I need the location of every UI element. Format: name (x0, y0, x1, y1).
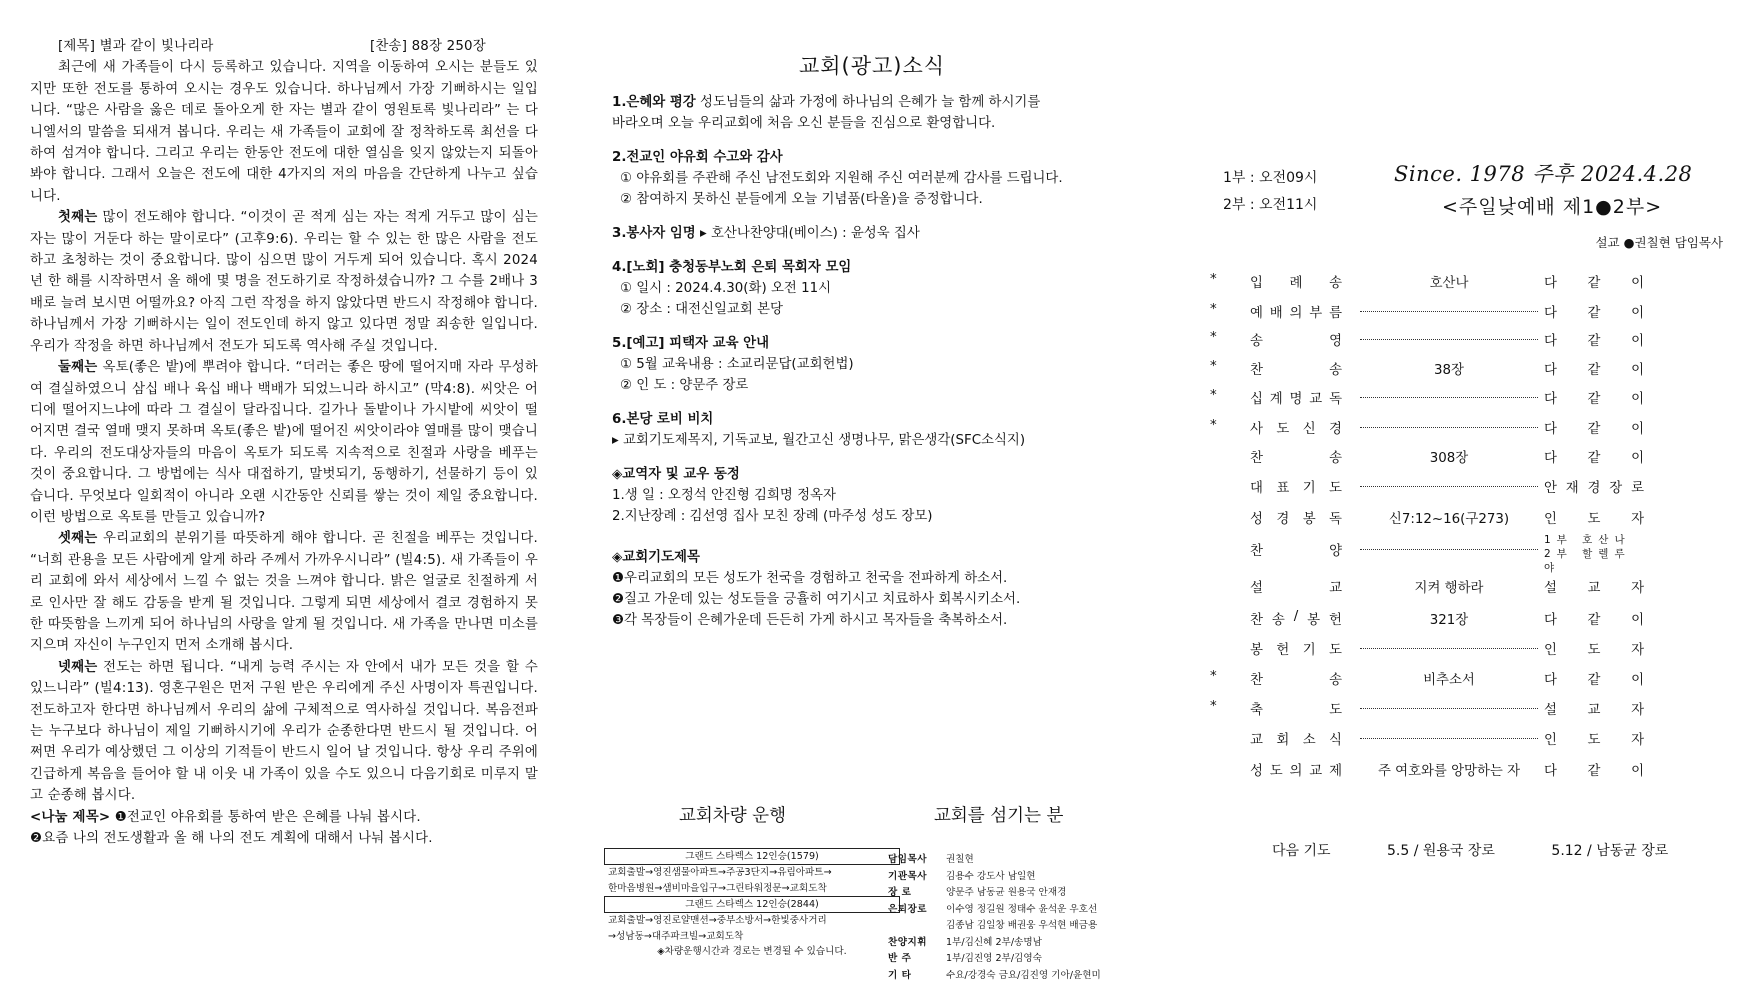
point-4-text: 전도는 하면 됩니다. “내게 능력 주시는 자 안에서 내가 모든 것을 할 수 있느니라” (빌4:13). 영혼구원은 먼저 구원 받은 우리에게 주신 사명이자 특권입니다. 전도하고자 한다면 하나님께서 우리의 삶에 구체적으로 역사하실 것입니다. 복음전파는 누구보다 하나님이 제일 기뻐하시기에 우리가 순종한다면 반드시 될 것입니다. 어쩌면 우리가 예상했던 그 이상의 기적들이 반드시 일어 날 것입니다. 항상 우리 주위에 긴급하게 복음을 들어야 할 내 이웃 내 가족이 있을 수도 있으니 다음기회로 미루지 말고 순종해 봅시다. (30, 659, 538, 804)
news-item-2-head: 2.전교인 야유회 수고와 감사 (612, 150, 783, 165)
order-item-name: 찬 송 (1250, 363, 1342, 378)
order-row (1210, 760, 1753, 784)
sharing-1-text: ❶전교인 야유회를 통하여 받은 은혜를 나눠 봅시다. (114, 809, 421, 825)
staff-list (888, 852, 1138, 984)
news-item-1-head: 1.은혜와 평강 (612, 95, 696, 110)
leader-line: 2부 할렐루야 (1544, 548, 1631, 574)
staff-role: 은퇴장로 (888, 903, 928, 915)
dotted-leader (1360, 388, 1538, 398)
next-prayer-label: 다음 기도 (1272, 843, 1331, 859)
staff-row (888, 951, 1138, 968)
staff-role: 기 타 (888, 969, 912, 981)
order-item-leader: 다 같 이 (1544, 363, 1644, 378)
staff-role: 반 주 (888, 953, 912, 964)
order-row (1210, 577, 1753, 601)
next-prayer-2: 5.12 / 남동균 장로 (1551, 843, 1669, 859)
sharing-label: <나눔 제목> (30, 809, 111, 825)
required-mark: * (1210, 669, 1217, 684)
route-1-line: 한마음병원→샘비마을입구→그린타워정문→교회도착 (608, 882, 827, 894)
route-2-line: 교회출발→영진로얄맨션→중부소방서→한빛중사거리 (608, 915, 827, 926)
leader-line: 1부 호산나 (1544, 534, 1631, 546)
sharing-1 (30, 807, 538, 828)
sermon-title: [제목] 별과 같이 빛나리라 (58, 39, 214, 54)
order-item-content: 321장 (1429, 613, 1469, 628)
preacher: 설교 ●권칠현 담임목사 (1595, 235, 1723, 250)
required-mark: * (1210, 418, 1217, 433)
order-item-name: 대 표 기 도 (1250, 481, 1342, 496)
news-item-7-head: ◈교역자 및 교우 동정 (612, 467, 740, 482)
route-2-line: →성남동→대주파크빌→교회도착 (608, 930, 744, 942)
sermon-hymns: [찬송] 88장 250장 (370, 39, 486, 54)
order-item-name: 교 회 소 식 (1250, 733, 1342, 748)
sermon-header (30, 36, 538, 57)
order-row (1210, 534, 1753, 574)
order-item-name: 찬 양 (1250, 544, 1342, 559)
news-item-5-head: 5.[예고] 피택자 교육 안내 (612, 336, 770, 351)
order-item-name: 찬 송 / 봉 헌 (1250, 609, 1342, 628)
staff-names: 수요/강경숙 금요/김진영 기아/윤현미 (946, 969, 1101, 981)
order-item-content: 주 여호와를 앙망하는 자 (1377, 764, 1521, 779)
staff-role: 담임목사 (888, 854, 928, 865)
sharing-2: ❷요즘 나의 전도생활과 올 해 나의 전도 계획에 대해서 나눠 봅시다. (30, 831, 433, 847)
order-item-leader: 다 같 이 (1544, 764, 1644, 779)
order-item-leader: 다 같 이 (1544, 306, 1644, 321)
news-item-7 (612, 464, 1132, 527)
staff-names: 양문주 남동균 원용국 안재경 (946, 887, 1067, 898)
news-item-4 (612, 257, 1132, 320)
order-row (1210, 477, 1753, 501)
order-item-leader: 인 도 자 (1544, 733, 1644, 748)
dotted-leader (1360, 302, 1538, 312)
news-item-5-line: ① 5월 교육내용 : 소교리문답(교회헌법) (620, 357, 854, 372)
order-item-leader: 다 같 이 (1544, 276, 1644, 291)
service-time-2: 2부 : 오전11시 (1223, 197, 1318, 213)
order-item-name: 성 경 봉 독 (1250, 512, 1342, 527)
dotted-leader (1360, 729, 1538, 739)
news-item-1 (612, 92, 1132, 134)
required-mark: * (1210, 330, 1217, 345)
news-item-2 (612, 147, 1132, 210)
news-column (612, 52, 1132, 644)
since-date: Since. 1978 주후 2024.4.28 (1394, 162, 1693, 186)
news-item-7-line: 1.생 일 : 오정석 안진형 김희명 정옥자 (612, 488, 836, 503)
staff-role: 찬양지휘 (888, 936, 928, 948)
news-item-8-line: ❶우리교회의 모든 성도가 천국을 경험하고 천국을 전파하게 하소서. (612, 571, 1008, 586)
vehicle-routes (604, 848, 900, 960)
staff-row (888, 869, 1138, 886)
service-time-1: 1부 : 오전09시 (1223, 170, 1318, 186)
order-item-name: 설 교 (1250, 581, 1342, 596)
order-item-leader: 안 재 경 장 로 (1544, 481, 1644, 496)
news-item-7-line: 2.지난장례 : 김선영 집사 모친 장례 (마주성 성도 장모) (612, 509, 933, 524)
required-mark: * (1210, 272, 1217, 287)
staff-title: 교회를 섬기는 분 (934, 806, 1064, 826)
staff-role: 장 로 (888, 887, 912, 898)
order-item-content: 호산나 (1429, 276, 1469, 291)
order-item-name: 송 영 (1250, 334, 1342, 349)
ordinal-4: 넷째는 (58, 659, 98, 675)
worship-title: <주일낮예배 제1●2부> (1442, 196, 1663, 218)
ordinal-3: 셋째는 (58, 531, 98, 547)
order-row (1210, 729, 1753, 753)
order-item-leader: 다 같 이 (1544, 451, 1644, 466)
news-item-8 (612, 547, 1132, 631)
staff-row (888, 968, 1138, 985)
dotted-leader (1360, 418, 1538, 428)
news-item-1-line: 성도님들의 삶과 가정에 하나님의 은혜가 늘 함께 하시기를 (695, 95, 1041, 110)
sermon-point-1 (30, 207, 538, 357)
order-item-leader: 설 교 자 (1544, 581, 1644, 596)
news-item-4-line: ② 장소 : 대전신일교회 본당 (620, 302, 783, 317)
order-item-content: 비추소서 (1423, 673, 1475, 688)
order-item-name: 입 례 송 (1250, 276, 1342, 291)
dotted-leader (1360, 330, 1538, 340)
news-item-8-line: ❸각 목장들이 은혜가운데 든든히 가게 하시고 목자들을 축복하소서. (612, 613, 1008, 628)
sermon-intro: 최근에 새 가족들이 다시 등록하고 있습니다. 지역을 이동하여 오시는 분들도 있지만 또한 전도를 통하여 오시는 경우도 있습니다. 하나님께서 가장 기뻐하시는 일입니다. “많은 사람을 옳은 데로 돌아오게 한 자는 별과 같이 영원토록 빛나리라” 는 다니엘서의 말씀을 되새겨 봅니다. 우리는 새 가족들이 교회에 잘 정착하도록 최선을 다하여 섬겨야 합니다. 그리고 우리는 한동안 전도에 대한 열심을 잊지 않았는지 되돌아 봐야 합니다. 그래서 오늘은 전도에 대한 4가지의 저의 마음을 간단하게 나누고 싶습니다. (30, 60, 538, 204)
news-item-5-line: ② 인 도 : 양문주 장로 (620, 378, 749, 393)
order-item-leader: 다 같 이 (1544, 613, 1644, 628)
order-row (1210, 418, 1753, 442)
staff-role (888, 918, 946, 935)
required-mark: * (1210, 302, 1217, 317)
sermon-point-3 (30, 528, 538, 656)
news-item-1-line: 바라오며 오늘 우리교회에 처음 오신 분들을 진심으로 환영합니다. (612, 116, 996, 131)
order-item-name: 봉 헌 기 도 (1250, 643, 1342, 658)
next-prayer (1272, 840, 1668, 860)
sermon-column (30, 36, 538, 849)
point-2-text: 옥토(좋은 밭)에 뿌려야 합니다. “더러는 좋은 땅에 떨어지매 자라 무성하여 결실하였으니 삼십 배나 육십 배나 백배가 되었느니라 하시고” (막4:8). 씨앗은 어디에 떨어지느냐에 따라 그 결실이 달라집니다. 길가나 돌밭이나 가시밭에 씨앗이 떨어지면 결국 열매 맺지 못하며 옥토(좋은 밭)에 떨어진 씨앗이라야 열매를 많이 맺습니다. 우리의 전도대상자들의 마음이 옥토가 되도록 지속적으로 친절과 사랑을 베푸는 것이 중요합니다. 그 방법에는 식사 대접하기, 말벗되기, 동행하기, 선물하기 등이 있습니다. 무엇보다 일회적이 아니라 오랜 시간동안 신뢰를 쌓는 것이 제일 중요합니다. 이런 방법으로 옥토를 만들고 있습니까? (30, 360, 538, 525)
order-item-content: 308장 (1429, 451, 1469, 466)
vehicle-title: 교회차량 운행 (679, 806, 786, 826)
staff-names: 김용수 강도사 남일현 (946, 870, 1036, 882)
news-item-8-line: ❷질고 가운데 있는 성도들을 긍휼히 여기시고 치료하사 회복시키소서. (612, 592, 1021, 607)
news-item-6-head: 6.본당 로비 비치 (612, 412, 714, 427)
staff-names: 권칠현 (946, 854, 974, 865)
news-item-6-line: ▸ 교회기도제목지, 기독교보, 월간고신 생명나무, 맑은생각(SFC소식지) (612, 433, 1026, 448)
staff-row (888, 902, 1138, 919)
news-item-5 (612, 333, 1132, 396)
staff-names: 김종남 김일창 배권웅 우석현 배금용 (946, 920, 1098, 931)
route-1-line: 교회출발→영진샘물아파트→주공3단지→유림아파트→ (608, 867, 832, 878)
order-item-name: 찬 송 (1250, 673, 1342, 688)
order-item-leader: 다 같 이 (1544, 422, 1644, 437)
news-item-8-head: ◈교회기도제목 (612, 550, 700, 565)
order-item-leader: 인 도 자 (1544, 643, 1644, 658)
order-row (1210, 272, 1753, 296)
order-item-content: 지켜 행하라 (1414, 581, 1484, 596)
order-item-leader: 다 같 이 (1544, 392, 1644, 407)
news-item-4-head: 4.[노회] 충청동부노회 은퇴 목회자 모임 (612, 260, 852, 275)
dotted-leader (1360, 540, 1538, 550)
news-title: 교회(광고)소식 (798, 54, 946, 78)
news-item-2-line: ② 참여하지 못하신 분들에게 오늘 기념품(타올)을 증정합니다. (620, 192, 983, 207)
staff-row (888, 935, 1138, 952)
staff-names: 1부/김신혜 2부/송명남 (946, 936, 1042, 948)
order-item-leader: 설 교 자 (1544, 703, 1644, 718)
dotted-leader (1360, 639, 1538, 649)
required-mark: * (1210, 699, 1217, 714)
order-row (1210, 388, 1753, 412)
order-row (1210, 359, 1753, 383)
order-row (1210, 330, 1753, 354)
route-1-header: 그랜드 스타렉스 12인승(1579) (604, 848, 900, 865)
staff-row (888, 852, 1138, 869)
required-mark: * (1210, 388, 1217, 403)
dotted-leader (1360, 699, 1538, 709)
vehicle-note: ◈차량운행시간과 경로는 변경될 수 있습니다. (657, 946, 847, 957)
staff-names: 1부/김진영 2부/김영숙 (946, 953, 1042, 964)
order-item-content: 신7:12~16(구273) (1388, 512, 1510, 527)
order-item-leader: 다 같 이 (1544, 334, 1644, 349)
news-item-4-line: ① 일시 : 2024.4.30(화) 오전 11시 (620, 281, 832, 296)
order-row (1210, 699, 1753, 723)
order-row (1210, 447, 1753, 471)
staff-row (888, 918, 1138, 935)
order-item-name: 성 도 의 교 제 (1250, 764, 1342, 779)
ordinal-1: 첫째는 (58, 210, 98, 226)
order-row (1210, 302, 1753, 326)
order-row (1210, 639, 1753, 663)
order-item-leader: 다 같 이 (1544, 673, 1644, 688)
order-item-name: 예 배 의 부 름 (1250, 306, 1342, 321)
point-3-text: 우리교회의 분위기를 따뜻하게 해야 합니다. 곧 친절을 베푸는 것입니다. “너희 관용을 모든 사람에게 알게 하라 주께서 가까우시니라” (빌4:5). 새 가족들이 우리 교회에 와서 세상에서 느낄 수 없는 것을 느껴야 합니다. 밝은 얼굴로 친절하게 서로 인사만 잘 해도 감동을 받게 될 것입니다. 그렇게 되면 세상에서 결코 경험하지 못한 따뜻함을 느끼게 되어 하나님의 사랑을 알게 될 것입니다. 새 가족을 만나면 미소를 지으며 자신이 누구인지 먼저 소개해 봅시다. (30, 531, 538, 654)
order-item-name: 십 계 명 교 독 (1250, 392, 1342, 407)
news-item-2-line: ① 야유회를 주관해 주신 남전도회와 지원해 주신 여러분께 감사를 드립니다. (620, 171, 1063, 186)
worship-order-column (1210, 0, 1753, 992)
sermon-point-2 (30, 357, 538, 528)
dotted-leader (1360, 477, 1538, 487)
required-mark: * (1210, 359, 1217, 374)
order-item-name: 축 도 (1250, 703, 1342, 718)
order-row (1210, 508, 1753, 532)
route-2-header: 그랜드 스타렉스 12인승(2844) (604, 896, 900, 913)
news-item-3-head: 3.봉사자 임명 (612, 226, 696, 241)
order-row (1210, 609, 1753, 633)
ordinal-2: 둘째는 (58, 360, 98, 376)
order-item-leader (1544, 533, 1644, 575)
staff-names: 이수영 정길원 정태수 윤석운 우호선 (946, 903, 1098, 915)
point-1-text: 많이 전도해야 합니다. “이것이 곧 적게 심는 자는 적게 거두고 많이 심는 자는 많이 거둔다 하는 말이로다” (고후9:6). 우리는 할 수 있는 한 많은 사람을 전도하고 초청하는 것이 중요합니다. 많이 심으면 많이 거두게 되어 있습니다. 혹시 2024년 한 해를 시작하면서 올 해에 몇 명을 전도하기로 작정하셨습니까? 그 수를 2배나 3배로 늘려 보시면 어떨까요? 아직 그런 작정을 하지 않았다면 반드시 작정해야 합니다. 하나님께서 가장 기뻐하시는 일이 전도인데 하지 않고 있다면 정말 죄송한 일입니다. 우리가 작정을 하면 하나님께서 전도가 되도록 역사해 주실 것입니다. (30, 210, 538, 354)
news-item-6 (612, 409, 1132, 451)
staff-role: 기관목사 (888, 870, 928, 882)
order-item-name: 찬 송 (1250, 451, 1342, 466)
order-item-name: 사 도 신 경 (1250, 422, 1342, 437)
staff-row (888, 885, 1138, 902)
next-prayer-1: 5.5 / 원용국 장로 (1387, 843, 1495, 859)
order-row (1210, 669, 1753, 693)
news-item-3 (612, 223, 1132, 244)
news-item-3-line: ▸ 호산나찬양대(베이스) : 윤성욱 집사 (695, 226, 920, 241)
sermon-point-4 (30, 657, 538, 807)
order-item-content: 38장 (1434, 363, 1464, 378)
order-item-leader: 인 도 자 (1544, 512, 1644, 527)
